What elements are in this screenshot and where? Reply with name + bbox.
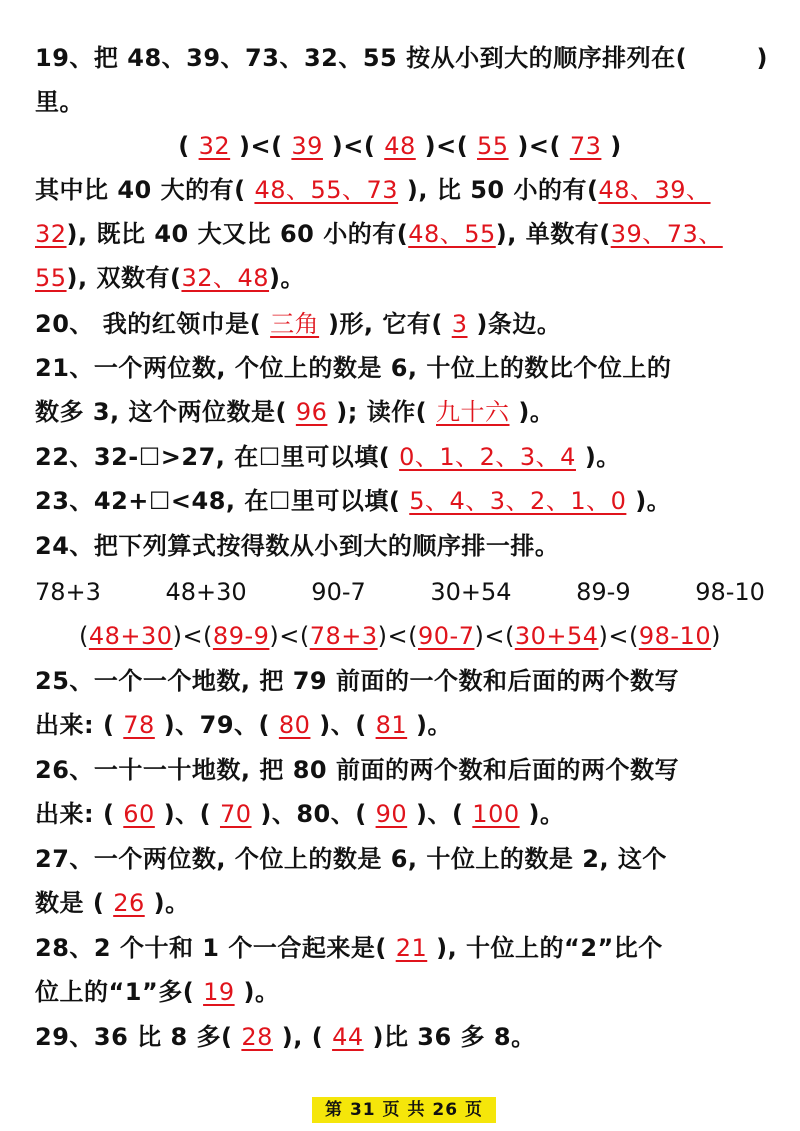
- q27-answer: 26: [113, 889, 145, 917]
- q28-answer-2: 19: [203, 978, 235, 1006]
- q25-text-end: )。: [416, 711, 452, 739]
- q29: [35, 1015, 780, 1059]
- q19-odd-label: ), 单数有(: [495, 220, 611, 248]
- q21-text: 数多 3, 这个两位数是(: [35, 398, 287, 426]
- q19-order-4: 55: [477, 132, 509, 160]
- q25-text-mid2: )、(: [319, 711, 367, 739]
- q19-order-line: ( 32 )<( 39 )<( 48 )<( 55 )<( 73 ): [178, 132, 622, 160]
- q24-expr-3: 90-7: [311, 578, 366, 606]
- q24-expr-5: 89-9: [576, 578, 631, 606]
- q20-answer-sides: 3: [451, 310, 468, 338]
- q26-line2: [35, 792, 780, 836]
- q29-text-mid: ), (: [281, 1023, 324, 1051]
- q20: [35, 302, 780, 346]
- q21-text-end: )。: [518, 398, 555, 426]
- q24-order-line: (48+30)<(89-9)<(78+3)<(90-7)<(30+54)<(98-10): [79, 622, 721, 650]
- q26-text-end: )。: [528, 800, 565, 828]
- q24-order-2: 89-9: [212, 622, 270, 650]
- q19-order-3: 48: [384, 132, 416, 160]
- q24-order-3: 78+3: [309, 622, 378, 650]
- q29-answer-2: 44: [332, 1023, 364, 1051]
- q26-answer-4: 100: [472, 800, 520, 828]
- q19-even-answer: 32、48: [181, 264, 270, 292]
- q24-order-4: 90-7: [418, 622, 475, 650]
- q24-order-5: 30+54: [514, 622, 599, 650]
- q24-expr-1: 78+3: [35, 578, 101, 606]
- q25-line1: 25、一个一个地数, 把 79 前面的一个数和后面的两个数写: [35, 667, 679, 695]
- q29-answer-1: 28: [241, 1023, 273, 1051]
- q22-answer: 0、1、2、3、4: [399, 443, 576, 471]
- q21-answer-number: 96: [295, 398, 328, 426]
- q24-order-1: 48+30: [88, 622, 173, 650]
- q27-text-end: )。: [153, 889, 190, 917]
- q26-text-mid1: )、(: [163, 800, 212, 828]
- q25-answer-2: 80: [278, 711, 311, 739]
- q28-text: 28、2 个十和 1 个一合起来是(: [35, 934, 387, 962]
- q19-gt40-answer: 48、55、73: [254, 176, 399, 204]
- q23-text: 23、42+☐<48, 在☐里可以填(: [35, 487, 401, 515]
- q21-line2: [35, 390, 780, 434]
- q19-line1: [35, 36, 780, 80]
- q19-line5: [35, 212, 780, 256]
- q23-text-end: )。: [635, 487, 672, 515]
- q19-lt50-answer-b: 32: [35, 220, 67, 248]
- q24-expr-4: 30+54: [430, 578, 512, 606]
- q22: [35, 435, 780, 479]
- q25-answer-1: 78: [123, 711, 155, 739]
- q22-text-end: )。: [584, 443, 621, 471]
- q26-line1: 26、一十一十地数, 把 80 前面的两个数和后面的两个数写: [35, 756, 679, 784]
- q19-order-1: 32: [198, 132, 231, 160]
- q20-answer-shape: 三角: [270, 310, 320, 338]
- q23-answer: 5、4、3、2、1、0: [409, 487, 627, 515]
- q19-text: 19、把 48、39、73、32、55 按从小到大的顺序排列在(: [35, 44, 688, 72]
- q27-line2: [35, 881, 780, 925]
- q24-expr-6: 98-10: [695, 578, 765, 606]
- q26-answer-1: 60: [123, 800, 155, 828]
- q19-odd-answer-b: 55: [35, 264, 67, 292]
- q19-paren-close: ): [756, 44, 768, 72]
- q19-order-2: 39: [291, 132, 323, 160]
- q19-even-end: )。: [269, 264, 306, 292]
- q21-line1: 21、一个两位数, 个位上的数是 6, 十位上的数比个位上的: [35, 354, 672, 382]
- q28-text-end: )。: [243, 978, 280, 1006]
- q19-lt50-answer-a: 48、39、: [598, 176, 711, 204]
- q19-line6: [35, 256, 780, 300]
- q21-text-mid: ); 读作(: [336, 398, 428, 426]
- q28-text-2: 位上的“1”多(: [35, 978, 195, 1006]
- q24-expr-2: 48+30: [165, 578, 247, 606]
- q19-order-5: 73: [569, 132, 602, 160]
- q25-line2: [35, 703, 780, 747]
- q26-answer-3: 90: [375, 800, 408, 828]
- q26-text-mid3: )、(: [416, 800, 464, 828]
- q19-between-answer: 48、55: [408, 220, 496, 248]
- q20-text-mid: )形, 它有(: [327, 310, 443, 338]
- q26-text: 出来: (: [35, 800, 115, 828]
- q19-line2: 里。: [35, 88, 84, 116]
- q25-text-mid1: )、79、(: [163, 711, 271, 739]
- q21-answer-reading: 九十六: [436, 398, 510, 426]
- q20-text: 20、 我的红领巾是(: [35, 310, 262, 338]
- q24-title: 24、把下列算式按得数从小到大的顺序排一排。: [35, 532, 560, 560]
- page-footer: 第 31 页 共 26 页: [312, 1097, 496, 1123]
- q20-text-end: )条边。: [476, 310, 562, 338]
- q19-even-label: ), 双数有(: [66, 264, 182, 292]
- q26-text-mid2: )、80、(: [260, 800, 367, 828]
- q19-lt50-label: ), 比 50 小的有(: [406, 176, 599, 204]
- q28-line1: [35, 926, 780, 970]
- q24-order-6: 98-10: [638, 622, 712, 650]
- q27-line1: 27、一个两位数, 个位上的数是 6, 十位上的数是 2, 这个: [35, 845, 667, 873]
- q28-answer-1: 21: [395, 934, 428, 962]
- q19-line4: [35, 168, 780, 212]
- q23: [35, 479, 780, 523]
- q28-line2: [35, 970, 780, 1014]
- q19-between-label: ), 既比 40 大又比 60 小的有(: [66, 220, 409, 248]
- q25-answer-3: 81: [375, 711, 408, 739]
- q27-text: 数是 (: [35, 889, 105, 917]
- q25-text: 出来: (: [35, 711, 115, 739]
- q24-expressions: [35, 570, 765, 614]
- q26-answer-2: 70: [219, 800, 252, 828]
- q29-text-end: )比 36 多 8。: [372, 1023, 536, 1051]
- q29-text: 29、36 比 8 多(: [35, 1023, 233, 1051]
- q19-gt40-label: 其中比 40 大的有(: [35, 176, 246, 204]
- q28-text-mid: ), 十位上的“2”比个: [436, 934, 663, 962]
- q22-text: 22、32-☐>27, 在☐里可以填(: [35, 443, 391, 471]
- q19-odd-answer-a: 39、73、: [610, 220, 723, 248]
